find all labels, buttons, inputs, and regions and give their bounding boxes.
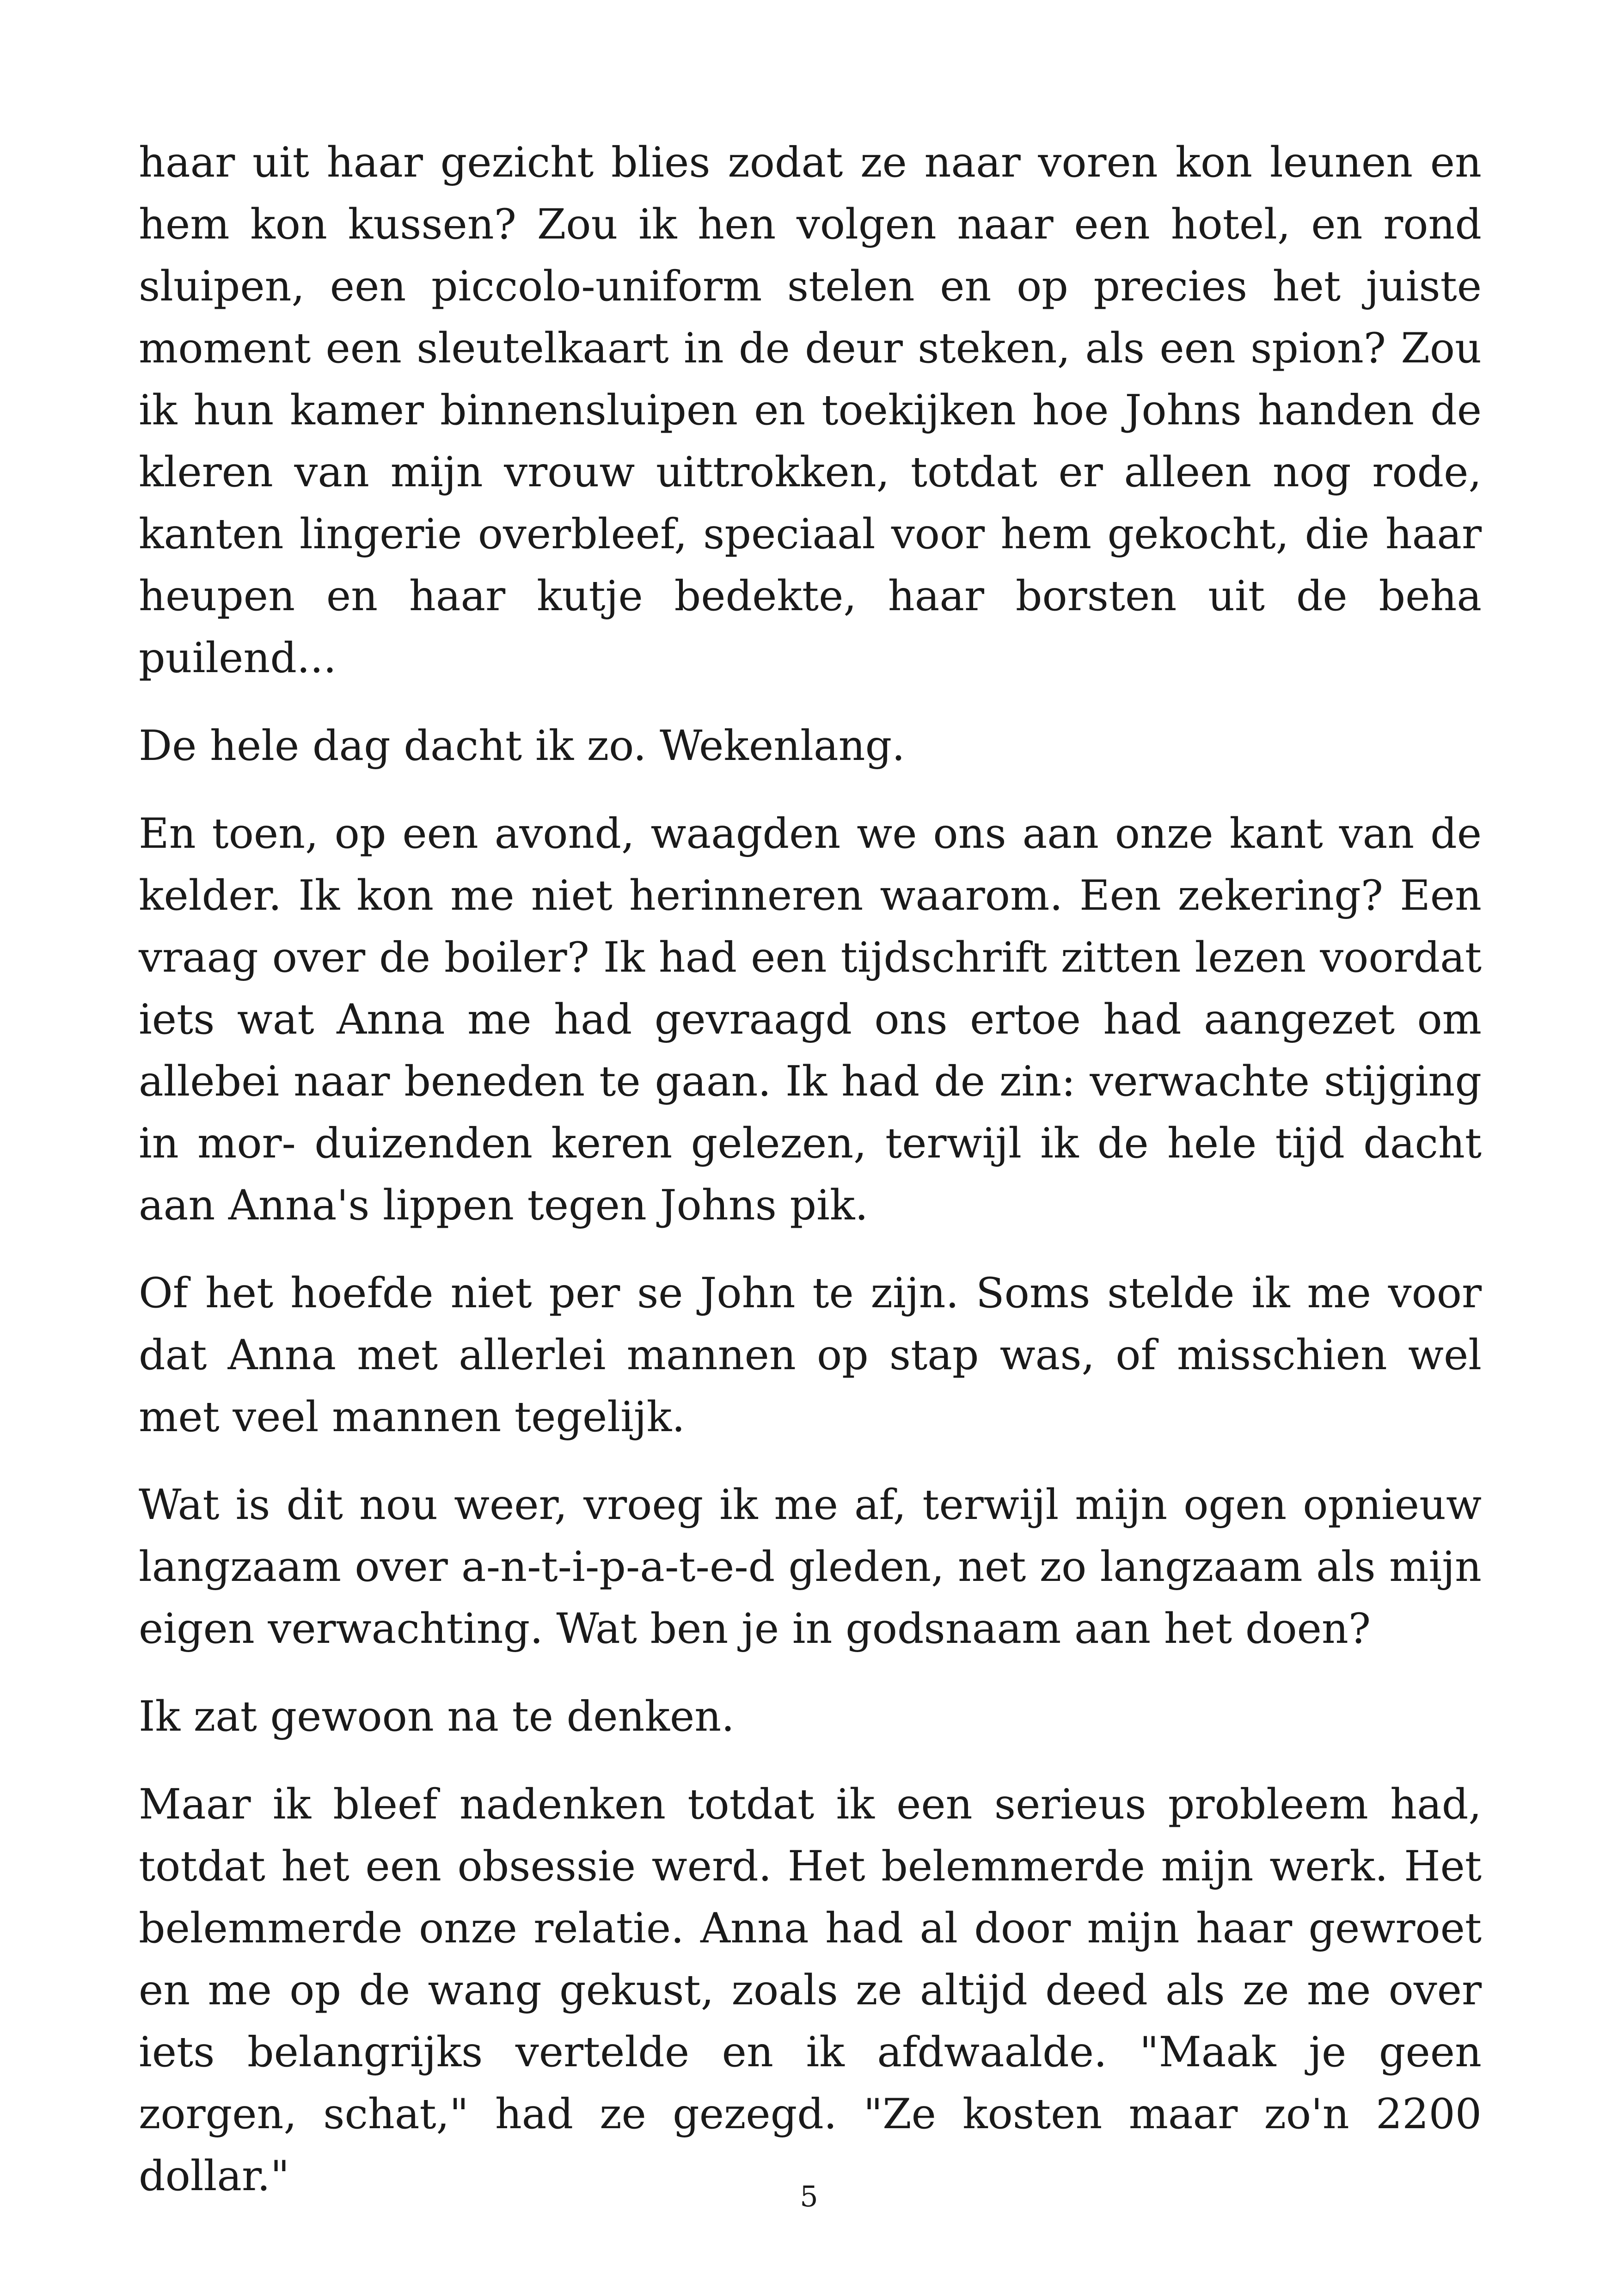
paragraph-4: Of het hoefde niet per se John te zijn. Soms stelde ik me voor dat Anna met allerlei mannen op stap was, of misschien wel met veel mannen tegelijk. bbox=[139, 1269, 1482, 1441]
paragraph-6: Ik zat gewoon na te denken. bbox=[139, 1692, 735, 1741]
paragraph-5: Wat is dit nou weer, vroeg ik me af, terwijl mijn ogen opnieuw langzaam over a-n-t-i-p-a-t-e-d gleden, net zo langzaam als mijn eigen verwachting. Wat ben je in godsnaam aan het doen? bbox=[139, 1481, 1482, 1653]
paragraph-1: haar uit haar gezicht blies zodat ze naar voren kon leunen en hem kon kussen? Zou ik hen volgen naar een hotel, en rond sluipen, een piccolo-uniform stelen en op precies het juiste moment een sleutelkaart in de deur steken, als een spion? Zou ik hun kamer binnensluipen en toekijken hoe Johns handen de kleren van mijn vrouw uittrokken, totdat er alleen nog rode, kanten lingerie overbleef, speciaal voor hem gekocht, die haar heupen en haar kutje bedekte, haar borsten uit de beha puilend... bbox=[139, 138, 1482, 682]
page-number: 5 bbox=[800, 2180, 818, 2213]
paragraph-2: De hele dag dacht ik zo. Wekenlang. bbox=[139, 722, 905, 770]
paragraph-3: En toen, op een avond, waagden we ons aan onze kant van de kelder. Ik kon me niet herinneren waarom. Een zekering? Een vraag over de boiler? Ik had een tijdschrift zitten lezen voordat iets wat Anna me had gevraagd ons ertoe had aangezet om allebei naar beneden te gaan. Ik had de zin: verwachte stijging in mor- duizenden keren gelezen, terwijl ik de hele tijd dacht aan Anna's lippen tegen Johns pik. bbox=[139, 809, 1482, 1230]
paragraph-7: Maar ik bleef nadenken totdat ik een serieus probleem had, totdat het een obsessie werd. Het belemmerde mijn werk. Het belemmerde onze relatie. Anna had al door mijn haar gewroet en me op de wang gekust, zoals ze altijd deed als ze me over iets belangrijks vertelde en ik afdwaalde. "Maak je geen zorgen, schat," had ze gezegd. "Ze kosten maar zo'n 2200 dollar." bbox=[139, 1780, 1482, 2200]
body-text bbox=[139, 132, 1482, 2233]
